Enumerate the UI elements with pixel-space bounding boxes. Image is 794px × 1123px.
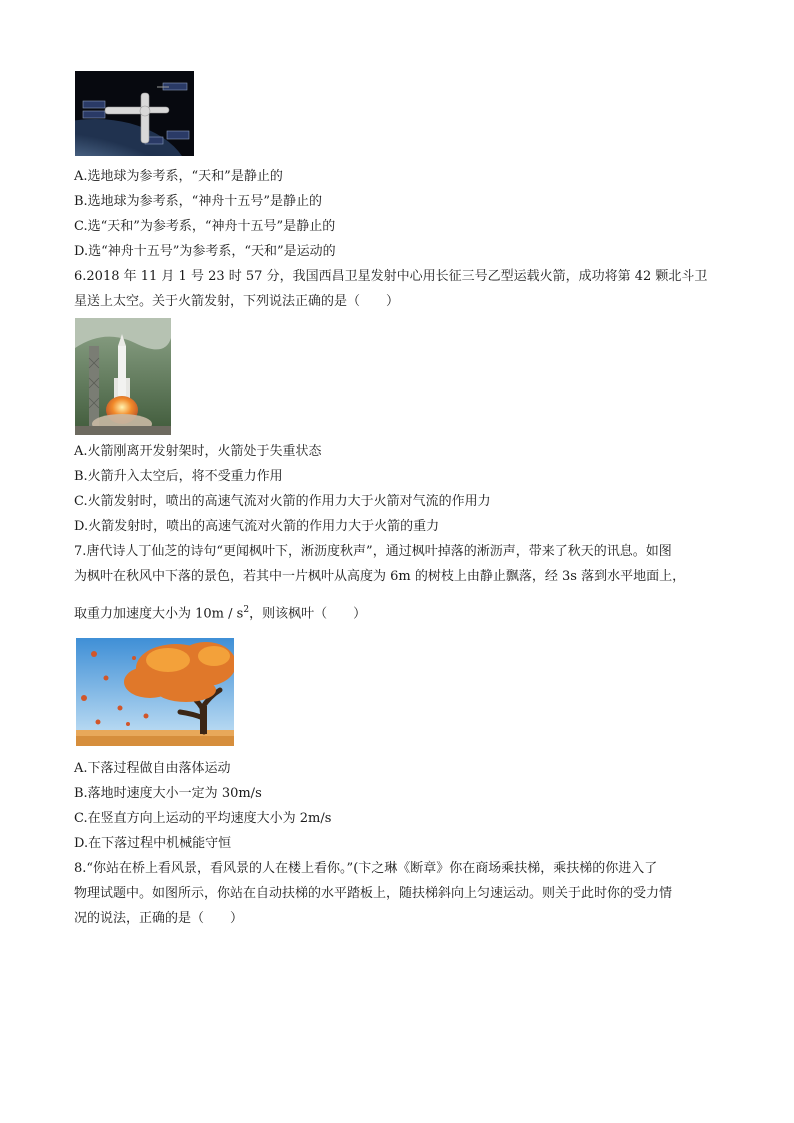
- q5-option-d: D.选“神舟十五号”为参考系，“天和”是运动的: [74, 244, 336, 259]
- maple-tree-image: [76, 638, 234, 746]
- q7-stem-line-3: [74, 602, 366, 622]
- q7-option-a: A.下落过程做自由落体运动: [74, 761, 231, 776]
- q6-option-d: D.火箭发射时，喷出的高速气流对火箭的作用力大于火箭的重力: [74, 519, 440, 534]
- rocket-launch-image: [75, 318, 171, 435]
- q7-stem-line-3-exponent: 2: [243, 605, 250, 615]
- rocket-launch-drawing: [75, 318, 171, 435]
- q8-stem-line-1: 8.“你站在桥上看风景，看风景的人在楼上看你。”(卞之琳《断章》你在商场乘扶梯，乘扶梯的你进入了: [74, 861, 658, 876]
- q5-option-c: C.选“天和”为参考系，“神舟十五号”是静止的: [74, 219, 336, 234]
- q6-option-a: A.火箭刚离开发射架时，火箭处于失重状态: [74, 444, 322, 459]
- q7-option-c: C.在竖直方向上运动的平均速度大小为 2m/s: [74, 811, 332, 826]
- q6-stem-line-1: 6.2018 年 11 月 1 号 23 时 57 分，我国西昌卫星发射中心用长征三号乙型运载火箭，成功将第 42 颗北斗卫: [74, 269, 708, 284]
- q6-stem-line-2: 星送上太空。关于火箭发射，下列说法正确的是（ ）: [74, 294, 400, 309]
- q5-option-b: B.选地球为参考系，“神舟十五号”是静止的: [74, 194, 322, 209]
- q7-stem-line-2: 为枫叶在秋风中下落的景色，若其中一片枫叶从高度为 6m 的树枝上由静止飘落，经 3s 落到水平地面上，: [74, 569, 686, 584]
- maple-tree-drawing: [76, 638, 234, 746]
- q7-option-d: D.在下落过程中机械能守恒: [74, 836, 232, 851]
- q8-stem-line-2: 物理试题中。如图所示，你站在自动扶梯的水平踏板上，随扶梯斜向上匀速运动。则关于此时你的受力情: [74, 886, 673, 901]
- q7-stem-line-1: 7.唐代诗人丁仙芝的诗句“更闻枫叶下，淅沥度秋声”，通过枫叶掉落的淅沥声，带来了秋天的讯息。如图: [74, 544, 672, 559]
- q8-stem-line-3: 况的说法，正确的是（ ）: [74, 911, 244, 926]
- q7-stem-line-3-before: 取重力加速度大小为 10m / s: [74, 606, 244, 622]
- q6-option-c: C.火箭发射时，喷出的高速气流对火箭的作用力大于火箭对气流的作用力: [74, 494, 491, 509]
- q5-option-a: A.选地球为参考系，“天和”是静止的: [74, 169, 283, 184]
- space-station-image: [75, 71, 194, 156]
- q6-option-b: B.火箭升入太空后，将不受重力作用: [74, 469, 283, 484]
- space-station-drawing: [75, 71, 194, 156]
- q7-stem-line-3-after: ，则该枫叶（ ）: [249, 606, 367, 622]
- q7-option-b: B.落地时速度大小一定为 30m/s: [74, 786, 262, 801]
